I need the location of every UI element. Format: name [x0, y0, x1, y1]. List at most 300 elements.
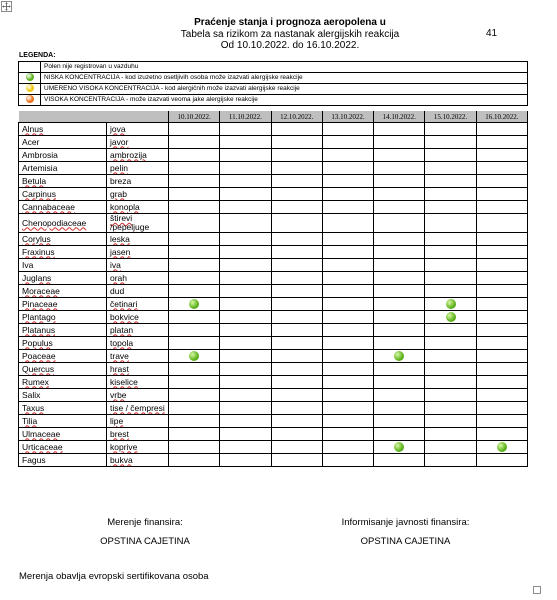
- risk-cell: [425, 363, 476, 376]
- latin-name-cell: [19, 149, 107, 162]
- risk-cell: [322, 311, 373, 324]
- local-name-cell: [107, 201, 169, 214]
- risk-cell: [425, 259, 476, 272]
- risk-cell: [271, 259, 322, 272]
- risk-cell: [476, 214, 527, 233]
- risk-cell: [322, 214, 373, 233]
- local-name: hrast: [110, 363, 129, 374]
- latin-name-cell: [19, 363, 107, 376]
- legend-row: [19, 62, 528, 73]
- risk-level-dot-icon: [189, 299, 199, 309]
- local-name: breza: [110, 175, 132, 186]
- resize-handle-icon[interactable]: [533, 586, 541, 594]
- risk-cell: [220, 454, 271, 467]
- local-name: vrbe: [110, 389, 127, 400]
- risk-cell: [425, 285, 476, 298]
- latin-name: Tilia: [22, 415, 38, 426]
- risk-cell: [322, 350, 373, 363]
- risk-cell: [425, 337, 476, 350]
- risk-cell: [169, 298, 220, 311]
- risk-cell: [374, 188, 425, 201]
- risk-cell: [271, 402, 322, 415]
- latin-name: Rumex: [22, 376, 49, 387]
- local-name: leska: [110, 233, 130, 244]
- risk-cell: [425, 454, 476, 467]
- table-row: [19, 363, 528, 376]
- local-name-cell: [107, 123, 169, 136]
- latin-name: Urticaceae: [22, 441, 63, 452]
- table-row: [19, 415, 528, 428]
- local-name-cell: [107, 376, 169, 389]
- latin-name: Populus: [22, 337, 53, 348]
- risk-cell: [220, 162, 271, 175]
- risk-cell: [374, 233, 425, 246]
- local-name-cell: [107, 188, 169, 201]
- report-title: Praćenje stanja i prognoza aeropolena u: [194, 17, 386, 28]
- footer-note: Merenja obavlja evropski sertifikovana osoba: [19, 571, 209, 582]
- risk-cell: [322, 285, 373, 298]
- risk-cell: [425, 402, 476, 415]
- risk-cell: [374, 285, 425, 298]
- latin-name-cell: [19, 428, 107, 441]
- risk-cell: [271, 188, 322, 201]
- measurement-funder: [75, 516, 215, 549]
- legend-label: VISOKA KONCENTRACIJA - može izazvati veoma jake alergijske reakcije: [41, 95, 528, 106]
- legend-level-dot-icon: [26, 95, 34, 103]
- risk-cell: [476, 246, 527, 259]
- risk-cell: [169, 337, 220, 350]
- risk-cell: [271, 376, 322, 389]
- risk-cell: [220, 188, 271, 201]
- risk-cell: [476, 389, 527, 402]
- local-name: koprive: [110, 441, 138, 452]
- table-row: [19, 441, 528, 454]
- table-row: [19, 311, 528, 324]
- date-column-header: 14.10.2022.: [374, 111, 425, 123]
- risk-cell: [322, 389, 373, 402]
- latin-name: Acer: [22, 136, 40, 147]
- risk-cell: [374, 376, 425, 389]
- risk-cell: [425, 246, 476, 259]
- date-column-header: 13.10.2022.: [322, 111, 373, 123]
- risk-cell: [476, 298, 527, 311]
- risk-cell: [169, 363, 220, 376]
- latin-name-cell: [19, 402, 107, 415]
- measurement-funder-label: Merenje finansira:: [107, 517, 183, 528]
- risk-cell: [425, 233, 476, 246]
- risk-cell: [322, 441, 373, 454]
- table-row: [19, 162, 528, 175]
- risk-cell: [425, 441, 476, 454]
- latin-name: Taxus: [22, 402, 45, 413]
- local-name-cell: [107, 441, 169, 454]
- risk-cell: [425, 214, 476, 233]
- risk-cell: [425, 298, 476, 311]
- risk-cell: [220, 298, 271, 311]
- risk-cell: [271, 389, 322, 402]
- latin-name: Platanus: [22, 324, 56, 335]
- risk-cell: [220, 259, 271, 272]
- risk-cell: [271, 175, 322, 188]
- legend-label: Polen nije registrovan u vazduhu: [41, 62, 528, 73]
- local-name-cell: [107, 214, 169, 233]
- risk-cell: [374, 136, 425, 149]
- risk-level-dot-icon: [497, 442, 507, 452]
- table-row: [19, 454, 528, 467]
- latin-name-cell: [19, 233, 107, 246]
- latin-name-cell: [19, 350, 107, 363]
- local-name: grab: [110, 188, 128, 199]
- local-name-cell: [107, 285, 169, 298]
- local-name-cell: [107, 136, 169, 149]
- risk-cell: [220, 350, 271, 363]
- latin-name-cell: [19, 175, 107, 188]
- local-name: bokvice: [110, 311, 139, 322]
- risk-cell: [374, 324, 425, 337]
- risk-cell: [220, 149, 271, 162]
- risk-cell: [425, 415, 476, 428]
- risk-cell: [374, 415, 425, 428]
- date-column-header: 15.10.2022.: [425, 111, 476, 123]
- legend-label: NISKA KONCENTRACIJA - kod izuzetno osetljivih osoba može izazvati alergijske reakcije: [41, 73, 528, 84]
- latin-name-cell: [19, 415, 107, 428]
- risk-cell: [476, 233, 527, 246]
- local-name: četinari: [110, 298, 138, 309]
- risk-cell: [322, 201, 373, 214]
- local-name-cell: [107, 324, 169, 337]
- risk-cell: [271, 363, 322, 376]
- risk-cell: [322, 376, 373, 389]
- local-name: pelin: [110, 162, 128, 173]
- table-row: [19, 389, 528, 402]
- local-name-cell: [107, 389, 169, 402]
- latin-name: Corylus: [22, 233, 51, 244]
- table-row: [19, 188, 528, 201]
- risk-cell: [322, 188, 373, 201]
- latin-name-cell: [19, 246, 107, 259]
- report-period: Od 10.10.2022. do 16.10.2022.: [220, 40, 360, 51]
- information-funder: [318, 516, 493, 549]
- risk-cell: [169, 441, 220, 454]
- risk-cell: [425, 389, 476, 402]
- legend-swatch-cell: [19, 95, 41, 106]
- risk-cell: [271, 201, 322, 214]
- table-row: [19, 201, 528, 214]
- local-name: platan: [110, 324, 134, 335]
- legend-level-dot-icon: [26, 84, 34, 92]
- risk-cell: [220, 175, 271, 188]
- latin-name: Alnus: [22, 123, 44, 134]
- risk-cell: [271, 441, 322, 454]
- risk-cell: [322, 246, 373, 259]
- risk-cell: [374, 272, 425, 285]
- latin-name: Plantago: [22, 311, 56, 322]
- latin-name: Ambrosia: [22, 149, 58, 160]
- local-name-cell: [107, 311, 169, 324]
- risk-cell: [476, 285, 527, 298]
- risk-cell: [476, 428, 527, 441]
- local-name: ambrozija: [110, 149, 147, 160]
- risk-cell: [374, 201, 425, 214]
- risk-cell: [476, 350, 527, 363]
- table-row: [19, 149, 528, 162]
- risk-cell: [220, 201, 271, 214]
- risk-level-dot-icon: [394, 442, 404, 452]
- local-name-cell: [107, 162, 169, 175]
- risk-cell: [220, 324, 271, 337]
- risk-cell: [271, 233, 322, 246]
- risk-cell: [169, 402, 220, 415]
- risk-cell: [374, 428, 425, 441]
- risk-cell: [476, 402, 527, 415]
- risk-cell: [220, 136, 271, 149]
- risk-cell: [374, 298, 425, 311]
- risk-cell: [476, 311, 527, 324]
- risk-cell: [322, 415, 373, 428]
- table-row: [19, 136, 528, 149]
- local-name: orah: [110, 272, 128, 283]
- risk-cell: [374, 162, 425, 175]
- risk-cell: [169, 233, 220, 246]
- latin-name-cell: [19, 136, 107, 149]
- risk-cell: [271, 285, 322, 298]
- local-name: tise / čempresi: [110, 402, 165, 413]
- table-row: [19, 175, 528, 188]
- risk-cell: [220, 123, 271, 136]
- latin-name-cell: [19, 214, 107, 233]
- date-column-header: 11.10.2022.: [220, 111, 271, 123]
- risk-cell: [271, 428, 322, 441]
- risk-cell: [271, 272, 322, 285]
- local-name: brest: [110, 428, 129, 439]
- risk-cell: [425, 175, 476, 188]
- report-subtitle: Tabela sa rizikom za nastanak alergijskih reakcija: [180, 29, 400, 40]
- risk-cell: [322, 298, 373, 311]
- risk-cell: [169, 350, 220, 363]
- risk-cell: [476, 175, 527, 188]
- risk-cell: [322, 428, 373, 441]
- risk-cell: [169, 454, 220, 467]
- risk-cell: [169, 428, 220, 441]
- risk-cell: [271, 350, 322, 363]
- risk-cell: [169, 272, 220, 285]
- risk-cell: [220, 402, 271, 415]
- table-row: [19, 285, 528, 298]
- risk-cell: [220, 363, 271, 376]
- risk-cell: [220, 415, 271, 428]
- risk-cell: [374, 402, 425, 415]
- risk-cell: [322, 324, 373, 337]
- latin-name-cell: [19, 272, 107, 285]
- latin-name: Pinaceae: [22, 298, 58, 309]
- latin-name-cell: [19, 311, 107, 324]
- header-blank-cell: [19, 111, 107, 123]
- legend-heading: LEGENDA:: [19, 52, 56, 59]
- local-name-cell: [107, 402, 169, 415]
- latin-name-cell: [19, 337, 107, 350]
- risk-cell: [220, 233, 271, 246]
- risk-cell: [425, 311, 476, 324]
- risk-cell: [476, 136, 527, 149]
- local-name-cell: [107, 149, 169, 162]
- risk-cell: [220, 285, 271, 298]
- risk-cell: [271, 454, 322, 467]
- table-row: [19, 259, 528, 272]
- local-name-cell: [107, 272, 169, 285]
- legend-swatch-cell: [19, 62, 41, 73]
- local-name: trave: [110, 350, 129, 361]
- risk-cell: [271, 415, 322, 428]
- risk-cell: [425, 201, 476, 214]
- risk-level-dot-icon: [189, 351, 199, 361]
- local-name: jasen: [110, 246, 131, 257]
- risk-cell: [374, 441, 425, 454]
- latin-name: Fagus: [22, 454, 46, 465]
- risk-cell: [169, 311, 220, 324]
- risk-cell: [220, 337, 271, 350]
- risk-cell: [374, 337, 425, 350]
- table-move-handle-icon[interactable]: [1, 1, 12, 12]
- risk-cell: [425, 136, 476, 149]
- local-name-cell: [107, 454, 169, 467]
- table-row: [19, 376, 528, 389]
- table-row: [19, 428, 528, 441]
- table-row: [19, 402, 528, 415]
- latin-name-cell: [19, 201, 107, 214]
- risk-cell: [476, 188, 527, 201]
- risk-cell: [476, 441, 527, 454]
- risk-cell: [374, 149, 425, 162]
- risk-cell: [169, 201, 220, 214]
- risk-cell: [271, 246, 322, 259]
- latin-name-cell: [19, 285, 107, 298]
- local-name: lipe: [110, 415, 124, 426]
- latin-name-cell: [19, 376, 107, 389]
- local-name-cell: [107, 415, 169, 428]
- page-number: 41: [486, 28, 498, 39]
- risk-cell: [476, 324, 527, 337]
- risk-cell: [322, 136, 373, 149]
- risk-cell: [374, 123, 425, 136]
- table-row: [19, 272, 528, 285]
- table-row: [19, 350, 528, 363]
- legend-row: [19, 73, 528, 84]
- risk-cell: [425, 149, 476, 162]
- local-name: konopla: [110, 201, 140, 212]
- legend-table: [18, 61, 528, 106]
- local-name-cell: [107, 428, 169, 441]
- risk-cell: [322, 123, 373, 136]
- risk-cell: [374, 363, 425, 376]
- risk-cell: [271, 311, 322, 324]
- local-name-cell: [107, 363, 169, 376]
- risk-cell: [220, 246, 271, 259]
- risk-cell: [271, 337, 322, 350]
- table-row: [19, 123, 528, 136]
- risk-cell: [169, 246, 220, 259]
- risk-level-dot-icon: [446, 299, 456, 309]
- risk-cell: [169, 175, 220, 188]
- risk-cell: [374, 389, 425, 402]
- risk-cell: [476, 149, 527, 162]
- local-name: dud: [110, 285, 125, 296]
- local-name: iva: [110, 259, 121, 270]
- risk-cell: [476, 454, 527, 467]
- latin-name-cell: [19, 188, 107, 201]
- latin-name: Poaceae: [22, 350, 56, 361]
- risk-cell: [425, 428, 476, 441]
- risk-cell: [425, 350, 476, 363]
- risk-cell: [425, 272, 476, 285]
- table-row: [19, 214, 528, 233]
- risk-cell: [220, 441, 271, 454]
- risk-cell: [271, 149, 322, 162]
- local-name-cell: [107, 259, 169, 272]
- risk-cell: [322, 149, 373, 162]
- legend-swatch-cell: [19, 73, 41, 84]
- local-name: štirevi /pepeljuge: [110, 213, 150, 232]
- risk-cell: [169, 376, 220, 389]
- local-name: kiselice: [110, 376, 138, 387]
- local-name-cell: [107, 175, 169, 188]
- table-row: [19, 298, 528, 311]
- risk-cell: [220, 428, 271, 441]
- risk-cell: [169, 285, 220, 298]
- risk-cell: [425, 188, 476, 201]
- latin-name: Ulmaceae: [22, 428, 61, 439]
- risk-cell: [169, 123, 220, 136]
- local-name: bukva: [110, 454, 133, 465]
- local-name: jova: [110, 123, 126, 134]
- report-title-block: [150, 17, 430, 51]
- risk-cell: [220, 272, 271, 285]
- date-column-header: 12.10.2022.: [271, 111, 322, 123]
- risk-cell: [169, 136, 220, 149]
- table-row: [19, 337, 528, 350]
- risk-cell: [169, 214, 220, 233]
- risk-cell: [271, 214, 322, 233]
- risk-cell: [169, 324, 220, 337]
- risk-cell: [476, 415, 527, 428]
- risk-cell: [169, 259, 220, 272]
- risk-cell: [169, 415, 220, 428]
- risk-cell: [220, 376, 271, 389]
- risk-cell: [476, 376, 527, 389]
- risk-cell: [169, 162, 220, 175]
- risk-cell: [374, 311, 425, 324]
- latin-name: Juglans: [22, 272, 52, 283]
- table-row: [19, 246, 528, 259]
- risk-cell: [271, 123, 322, 136]
- latin-name-cell: [19, 324, 107, 337]
- risk-cell: [169, 389, 220, 402]
- local-name: javor: [110, 136, 129, 147]
- local-name-cell: [107, 246, 169, 259]
- risk-cell: [374, 350, 425, 363]
- information-funder-org: OPSTINA CAJETINA: [360, 536, 451, 547]
- risk-cell: [476, 259, 527, 272]
- risk-cell: [220, 311, 271, 324]
- risk-cell: [322, 337, 373, 350]
- information-funder-label: Informisanje javnosti finansira:: [341, 517, 470, 528]
- legend-label: UMERENO VISOKA KONCENTRACIJA - kod alergičnih može izazvati alergijske reakcije: [41, 84, 528, 95]
- risk-cell: [322, 175, 373, 188]
- local-name: topola: [110, 337, 134, 348]
- risk-cell: [476, 162, 527, 175]
- risk-cell: [476, 272, 527, 285]
- measurement-funder-org: OPSTINA CAJETINA: [100, 536, 190, 547]
- risk-cell: [476, 201, 527, 214]
